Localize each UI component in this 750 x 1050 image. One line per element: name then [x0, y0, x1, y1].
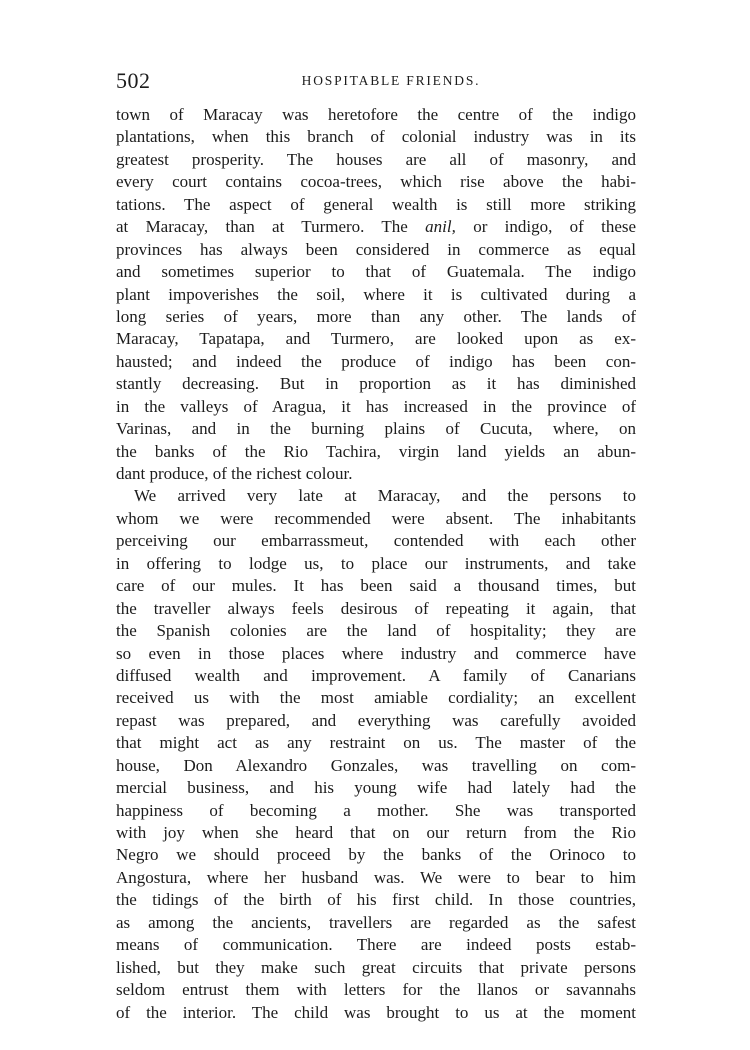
text-line: mercial business, and his young wife had lately had the — [116, 778, 636, 798]
text-line: Varinas, and in the burning plains of Cucuta, where, on — [116, 419, 636, 439]
page-number: 502 — [116, 68, 151, 93]
text-line: town of Maracay was heretofore the centre of the indigo — [116, 105, 636, 124]
text-line: stantly decreasing. But in proportion as it has diminished — [116, 374, 636, 394]
text-line: repast was prepared, and everything was carefully avoided — [116, 710, 636, 730]
text-line: in the valleys of Aragua, it has increased in the province of — [116, 396, 636, 416]
text-line: perceiving our embarrassmeut, contended with each other — [116, 531, 636, 551]
text-line: whom we were recommended were absent. The inhabitants — [116, 508, 636, 528]
text-line-with-italic — [116, 216, 636, 238]
text-line: plantations, when this branch of colonial industry was in its — [116, 127, 636, 147]
text-line: hausted; and indeed the produce of indigo has been con- — [116, 351, 636, 371]
italic-term: anil, — [425, 217, 456, 237]
text-line: received us with the most amiable cordiality; an excellent — [116, 688, 636, 708]
text-line: lished, but they make such great circuits that private persons — [116, 957, 636, 977]
text-line: the Spanish colonies are the land of hospitality; they are — [116, 621, 636, 641]
text-line: plant impoverishes the soil, where it is cultivated during a — [116, 284, 636, 304]
body-text — [116, 104, 636, 1024]
text-line: the tidings of the birth of his first child. In those countries, — [116, 890, 636, 910]
text-line: care of our mules. It has been said a thousand times, but — [116, 576, 636, 596]
text-line: happiness of becoming a mother. She was transported — [116, 800, 636, 820]
text-line: every court contains cocoa-trees, which rise above the habi- — [116, 172, 636, 192]
text-line: diffused wealth and improvement. A family of Canarians — [116, 665, 636, 685]
text-line: tations. The aspect of general wealth is still more striking — [116, 194, 636, 214]
text-line: of the interior. The child was brought to us at the moment — [116, 1002, 636, 1022]
text-line: Maracay, Tapatapa, and Turmero, are looked upon as ex- — [116, 329, 636, 349]
text-line: house, Don Alexandro Gonzales, was travelling on com- — [116, 755, 636, 775]
running-head: HOSPITABLE FRIENDS. — [301, 73, 481, 88]
paragraph-first-line: We arrived very late at Maracay, and the persons to — [134, 486, 636, 506]
text-line: that might act as any restraint on us. The master of the — [116, 733, 636, 753]
text-line: Negro we should proceed by the banks of the Orinoco to — [116, 845, 636, 865]
text-line: dant produce, of the richest colour. — [116, 464, 353, 483]
text-line: long series of years, more than any other. The lands of — [116, 306, 636, 326]
text-line: means of communication. There are indeed posts estab- — [116, 935, 636, 955]
text-line: seldom entrust them with letters for the llanos or savannahs — [116, 980, 636, 1000]
text-line: provinces has always been considered in commerce as equal — [116, 239, 636, 259]
text-line: and sometimes superior to that of Guatemala. The indigo — [116, 262, 636, 282]
text-line: the banks of the Rio Tachira, virgin land yields an abun- — [116, 441, 636, 461]
text-line: in offering to lodge us, to place our instruments, and take — [116, 553, 636, 573]
text-line: as among the ancients, travellers are regarded as the safest — [116, 912, 636, 932]
text-segment: at Maracay, than at Turmero. The — [116, 217, 408, 237]
text-line: so even in those places where industry and commerce have — [116, 643, 636, 663]
page-header — [116, 66, 636, 96]
text-line: the traveller always feels desirous of repeating it again, that — [116, 598, 636, 618]
text-segment: or indigo, of these — [473, 217, 636, 237]
text-line: Angostura, where her husband was. We were to bear to him — [116, 867, 636, 887]
text-line: with joy when she heard that on our return from the Rio — [116, 823, 636, 842]
text-line: greatest prosperity. The houses are all of masonry, and — [116, 149, 636, 169]
